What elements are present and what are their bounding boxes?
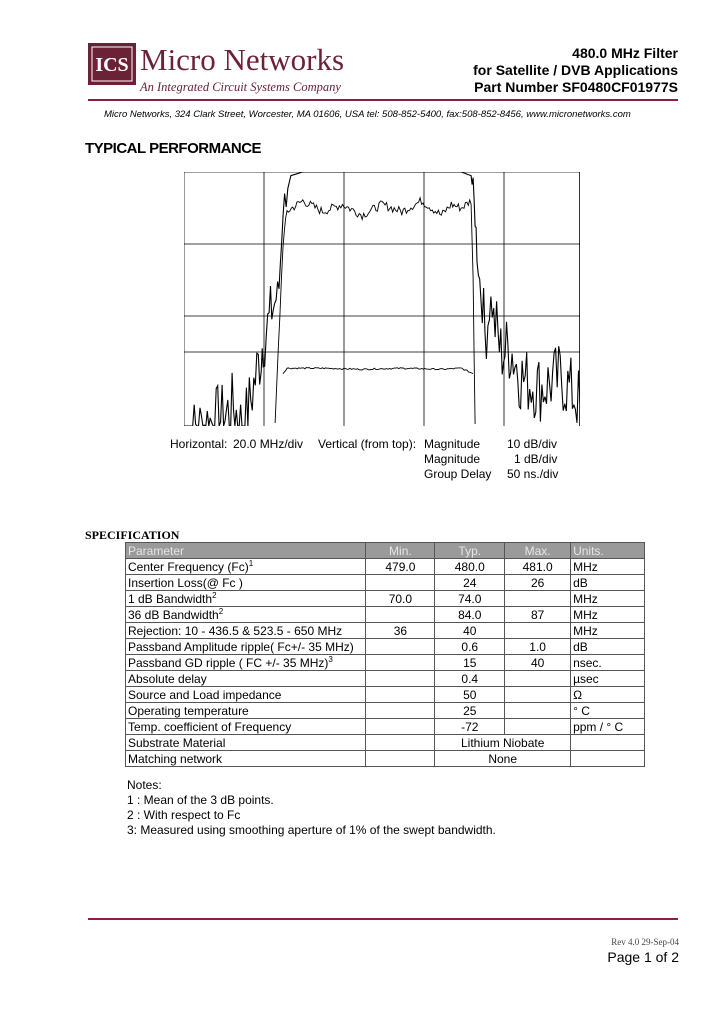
param-cell: Matching network <box>126 751 366 767</box>
param-cell <box>126 607 366 623</box>
min-cell: 70.0 <box>366 591 435 607</box>
horizontal-label: Horizontal: <box>170 437 228 451</box>
logo-text: ICS <box>95 54 129 76</box>
param-cell <box>126 559 366 575</box>
page-number: Page 1 of 2 <box>607 949 679 965</box>
units-cell <box>571 751 645 767</box>
table-row <box>126 639 645 655</box>
table-row <box>126 735 645 751</box>
section-heading-performance: TYPICAL PERFORMANCE <box>85 140 262 157</box>
units-cell: nsec. <box>571 655 645 671</box>
footer-divider <box>88 918 678 920</box>
scale-name: Magnitude <box>424 452 481 466</box>
footnote-marker: 2 <box>218 606 224 616</box>
param-cell <box>126 703 366 719</box>
performance-chart <box>184 172 580 426</box>
units-cell: µsec <box>571 671 645 687</box>
note-item: 2 : With respect to Fc <box>127 808 241 822</box>
param-name: Passband Amplitude ripple( Fc+/- 35 MHz) <box>128 639 354 654</box>
section-heading-specification: SPECIFICATION <box>85 528 180 542</box>
table-row <box>126 703 645 719</box>
min-cell: 36 <box>366 623 435 639</box>
table-row <box>126 575 645 591</box>
typ-cell: 0.4 <box>435 671 505 687</box>
param-name: Source and Load impedance <box>128 687 282 702</box>
units-cell: MHz <box>571 591 645 607</box>
product-title <box>473 45 678 96</box>
min-cell <box>366 607 435 623</box>
units-cell: MHz <box>571 607 645 623</box>
span-value-cell: None <box>435 751 571 767</box>
param-cell <box>126 623 366 639</box>
units-cell: ppm / ° C <box>571 719 645 735</box>
units-cell: dB <box>571 639 645 655</box>
typ-cell: -72 <box>435 719 505 735</box>
footnote-marker: 3 <box>328 654 333 664</box>
company-address: Micro Networks, 324 Clark Street, Worcester, MA 01606, USA tel: 508-852-5400, fax:508-852-8456, www.micronetworks.com <box>104 109 631 120</box>
units-cell: dB <box>571 575 645 591</box>
units-cell: Ω <box>571 687 645 703</box>
table-row <box>126 687 645 703</box>
units-cell: MHz <box>571 623 645 639</box>
param-name: 36 dB Bandwidth <box>128 607 219 622</box>
typ-cell: 74.0 <box>435 591 505 607</box>
param-cell <box>126 655 366 671</box>
max-cell <box>505 623 571 639</box>
table-row <box>126 559 645 575</box>
min-cell <box>366 687 435 703</box>
table-row <box>126 655 645 671</box>
table-row <box>126 719 645 735</box>
max-cell: 1.0 <box>505 639 571 655</box>
notes-title: Notes: <box>127 778 162 792</box>
span-value-cell: Lithium Niobate <box>435 735 571 751</box>
table-header-row <box>126 543 645 559</box>
column-header: Max. <box>505 543 571 559</box>
specification-table <box>125 542 645 767</box>
note-item: 3: Measured using smoothing aperture of 1% of the swept bandwidth. <box>127 823 496 837</box>
min-cell <box>366 735 435 751</box>
column-header: Units. <box>571 543 645 559</box>
ics-logo <box>88 43 136 85</box>
scale-value: 50 ns./div <box>507 467 559 481</box>
company-tagline: An Integrated Circuit Systems Company <box>140 80 341 94</box>
typ-cell: 50 <box>435 687 505 703</box>
table-row <box>126 671 645 687</box>
param-name: Center Frequency (Fc) <box>128 559 249 574</box>
param-name: Absolute delay <box>128 671 207 686</box>
param-name: Rejection: 10 - 436.5 & 523.5 - 650 MHz <box>128 623 343 638</box>
typ-cell: 40 <box>435 623 505 639</box>
column-header: Min. <box>366 543 435 559</box>
title-line: 480.0 MHz Filter <box>572 45 678 61</box>
min-cell <box>366 719 435 735</box>
param-name: Passband GD ripple ( FC +/- 35 MHz) <box>128 655 329 670</box>
scale-value: 10 dB/div <box>507 437 558 451</box>
param-cell <box>126 671 366 687</box>
param-cell: Substrate Material <box>126 735 366 751</box>
title-line: for Satellite / DVB Applications <box>473 62 678 78</box>
vertical-label: Vertical (from top): <box>318 437 417 451</box>
param-cell <box>126 687 366 703</box>
max-cell <box>505 703 571 719</box>
param-name: Temp. coefficient of Frequency <box>128 719 292 734</box>
units-cell: ° C <box>571 703 645 719</box>
typ-cell: 24 <box>435 575 505 591</box>
typ-cell: 480.0 <box>435 559 505 575</box>
scale-value: 1 dB/div <box>514 452 558 466</box>
min-cell <box>366 575 435 591</box>
param-cell <box>126 591 366 607</box>
horizontal-value: 20.0 MHz/div <box>233 437 304 451</box>
scale-name: Group Delay <box>424 467 492 481</box>
min-cell <box>366 655 435 671</box>
max-cell: 87 <box>505 607 571 623</box>
typ-cell: 15 <box>435 655 505 671</box>
scale-name: Magnitude <box>424 437 481 451</box>
trace-magnitude-10db <box>184 172 580 426</box>
max-cell: 40 <box>505 655 571 671</box>
max-cell: 481.0 <box>505 559 571 575</box>
max-cell <box>505 687 571 703</box>
max-cell <box>505 719 571 735</box>
units-cell: MHz <box>571 559 645 575</box>
param-name: Operating temperature <box>128 703 249 718</box>
trace-magnitude-1db <box>275 198 475 424</box>
max-cell <box>505 671 571 687</box>
revision: Rev 4.0 29-Sep-04 <box>611 937 679 947</box>
note-item: 1 : Mean of the 3 dB points. <box>127 793 274 807</box>
min-cell <box>366 639 435 655</box>
min-cell <box>366 751 435 767</box>
header-divider <box>88 99 678 101</box>
typ-cell: 84.0 <box>435 607 505 623</box>
typ-cell: 25 <box>435 703 505 719</box>
table-row <box>126 623 645 639</box>
param-name: 1 dB Bandwidth <box>128 591 213 606</box>
column-header: Typ. <box>435 543 505 559</box>
typ-cell: 0.6 <box>435 639 505 655</box>
table-row <box>126 591 645 607</box>
param-cell <box>126 719 366 735</box>
min-cell: 479.0 <box>366 559 435 575</box>
param-cell <box>126 575 366 591</box>
company-name: Micro Networks <box>140 42 345 77</box>
footnote-marker: 1 <box>248 558 254 568</box>
units-cell <box>571 735 645 751</box>
max-cell <box>505 591 571 607</box>
footnote-marker: 2 <box>212 590 217 600</box>
param-cell <box>126 639 366 655</box>
trace-group-delay <box>283 368 473 374</box>
max-cell: 26 <box>505 575 571 591</box>
column-header: Parameter <box>126 543 366 559</box>
table-row <box>126 751 645 767</box>
min-cell <box>366 703 435 719</box>
notes <box>127 778 496 838</box>
title-line: Part Number SF0480CF01977S <box>474 79 678 95</box>
min-cell <box>366 671 435 687</box>
param-name: Insertion Loss(@ Fc ) <box>128 575 243 590</box>
table-row <box>126 607 645 623</box>
